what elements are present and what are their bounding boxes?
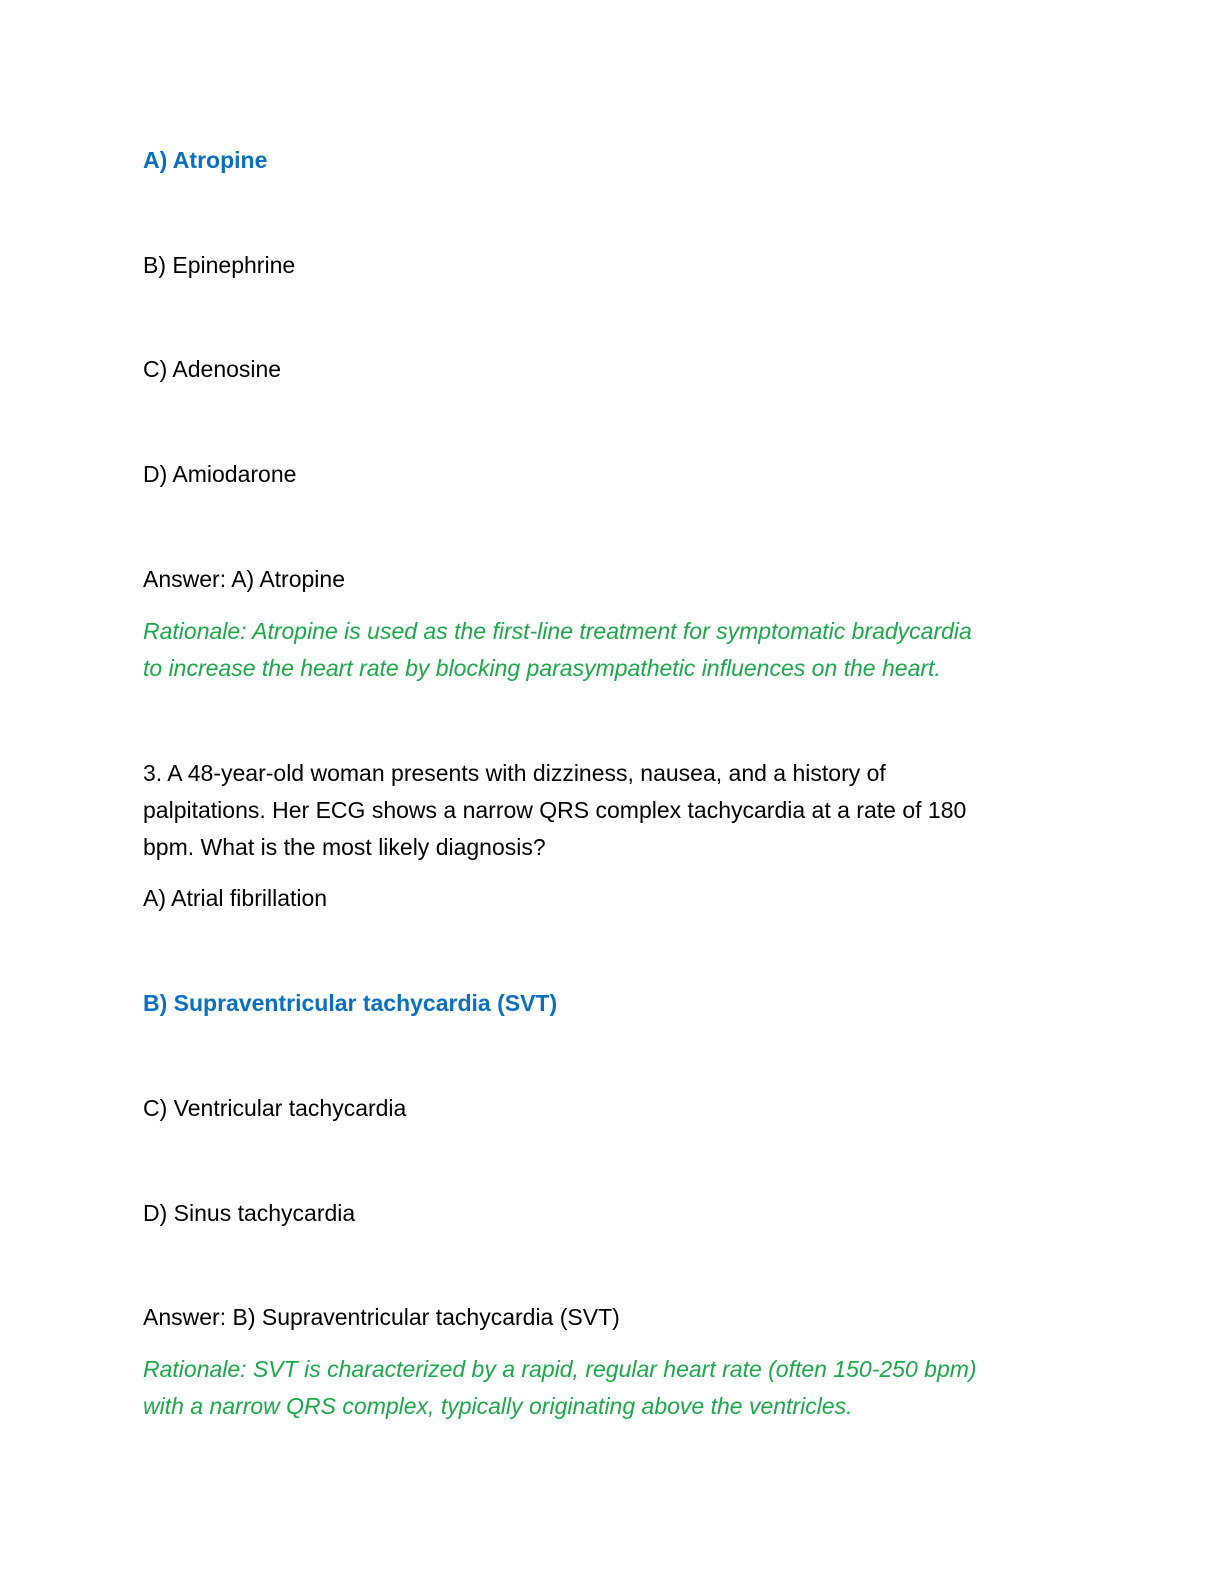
q3-option-a: A) Atrial fibrillation [143, 885, 328, 911]
q3-stem-line-2: palpitations. Her ECG shows a narrow QRS complex tachycardia at a rate of 180 [143, 797, 967, 823]
q2-rationale-line-1: Rationale: Atropine is used as the first-line treatment for symptomatic bradycardia [143, 618, 972, 644]
q3-stem-line-1: 3. A 48-year-old woman presents with dizziness, nausea, and a history of [143, 760, 886, 786]
q2-option-b: B) Epinephrine [143, 252, 296, 278]
q3-answer: Answer: B) Supraventricular tachycardia (SVT) [143, 1304, 620, 1330]
q3-stem-line-3: bpm. What is the most likely diagnosis? [143, 834, 546, 860]
q2-option-a-correct: A) Atropine [143, 147, 268, 173]
q3-option-c: C) Ventricular tachycardia [143, 1095, 407, 1121]
q2-answer: Answer: A) Atropine [143, 566, 345, 592]
q3-rationale-line-1: Rationale: SVT is characterized by a rapid, regular heart rate (often 150-250 bpm) [143, 1356, 977, 1382]
q2-rationale-line-2: to increase the heart rate by blocking parasympathetic influences on the heart. [143, 655, 941, 681]
q3-option-d: D) Sinus tachycardia [143, 1200, 356, 1226]
q3-option-b-correct: B) Supraventricular tachycardia (SVT) [143, 990, 558, 1016]
q2-option-c: C) Adenosine [143, 356, 282, 382]
q2-option-d: D) Amiodarone [143, 461, 297, 487]
q3-rationale-line-2: with a narrow QRS complex, typically originating above the ventricles. [143, 1393, 853, 1419]
